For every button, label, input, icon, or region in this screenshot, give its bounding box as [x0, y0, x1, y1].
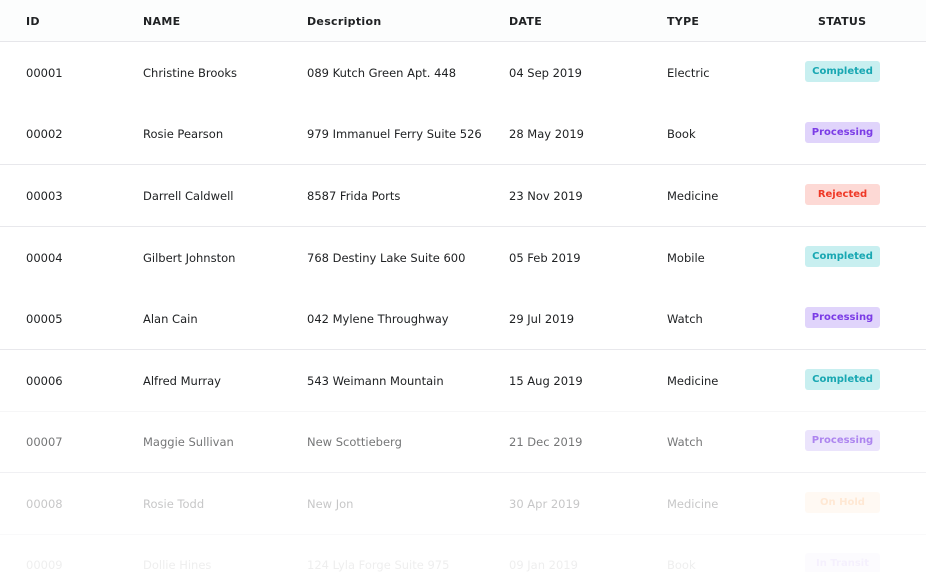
- cell-description: 543 Weimann Mountain: [307, 374, 444, 388]
- cell-type: Electric: [667, 66, 710, 80]
- cell-name: Rosie Pearson: [143, 127, 224, 141]
- table-row[interactable]: [0, 288, 926, 350]
- status-badge[interactable]: Processing: [805, 307, 880, 328]
- header-id[interactable]: ID: [26, 15, 40, 28]
- table-row[interactable]: [0, 227, 926, 289]
- cell-name: Christine Brooks: [143, 66, 238, 80]
- cell-type: Medicine: [667, 497, 719, 511]
- cell-description: 042 Mylene Throughway: [307, 312, 449, 326]
- cell-description: 8587 Frida Ports: [307, 189, 401, 203]
- cell-description: New Jon: [307, 497, 354, 511]
- table-row[interactable]: [0, 165, 926, 227]
- cell-name: Maggie Sullivan: [143, 435, 234, 449]
- cell-id: 00007: [26, 435, 63, 449]
- table-header: [0, 0, 926, 42]
- cell-date: 05 Feb 2019: [509, 251, 581, 265]
- status-badge[interactable]: Processing: [805, 430, 880, 451]
- cell-id: 00002: [26, 127, 63, 141]
- table-row[interactable]: [0, 350, 926, 412]
- table-row[interactable]: [0, 103, 926, 165]
- cell-type: Watch: [667, 312, 703, 326]
- status-badge[interactable]: Completed: [805, 369, 880, 390]
- status-badge[interactable]: Rejected: [805, 184, 880, 205]
- cell-date: 28 May 2019: [509, 127, 584, 141]
- status-badge[interactable]: Completed: [805, 246, 880, 267]
- table-row[interactable]: [0, 411, 926, 473]
- cell-type: Watch: [667, 435, 703, 449]
- status-badge[interactable]: Completed: [805, 61, 880, 82]
- cell-type: Medicine: [667, 374, 719, 388]
- cell-date: 04 Sep 2019: [509, 66, 582, 80]
- cell-id: 00005: [26, 312, 63, 326]
- cell-name: Rosie Todd: [143, 497, 205, 511]
- cell-type: Mobile: [667, 251, 705, 265]
- cell-date: 15 Aug 2019: [509, 374, 583, 388]
- cell-date: 09 Jan 2019: [509, 558, 578, 572]
- cell-type: Book: [667, 558, 696, 572]
- cell-name: Alfred Murray: [143, 374, 221, 388]
- cell-description: 089 Kutch Green Apt. 448: [307, 66, 457, 80]
- cell-type: Medicine: [667, 189, 719, 203]
- table-row[interactable]: [0, 534, 926, 572]
- status-badge[interactable]: In Transit: [805, 553, 880, 572]
- cell-name: Dollie Hines: [143, 558, 212, 572]
- cell-date: 21 Dec 2019: [509, 435, 583, 449]
- header-description[interactable]: Description: [307, 15, 382, 28]
- cell-date: 29 Jul 2019: [509, 312, 575, 326]
- cell-id: 00004: [26, 251, 63, 265]
- header-date[interactable]: DATE: [509, 15, 543, 28]
- cell-date: 30 Apr 2019: [509, 497, 581, 511]
- cell-name: Alan Cain: [143, 312, 198, 326]
- cell-id: 00001: [26, 66, 63, 80]
- header-type[interactable]: TYPE: [667, 15, 700, 28]
- cell-name: Darrell Caldwell: [143, 189, 234, 203]
- cell-description: 768 Destiny Lake Suite 600: [307, 251, 466, 265]
- table-row[interactable]: [0, 473, 926, 535]
- cell-id: 00003: [26, 189, 63, 203]
- status-badge[interactable]: Processing: [805, 122, 880, 143]
- table-row[interactable]: [0, 42, 926, 104]
- cell-name: Gilbert Johnston: [143, 251, 236, 265]
- header-name[interactable]: NAME: [143, 15, 181, 28]
- cell-type: Book: [667, 127, 696, 141]
- header-status[interactable]: STATUS: [818, 15, 867, 28]
- cell-id: 00008: [26, 497, 63, 511]
- cell-description: 979 Immanuel Ferry Suite 526: [307, 127, 482, 141]
- cell-description: 124 Lyla Forge Suite 975: [307, 558, 450, 572]
- cell-id: 00009: [26, 558, 63, 572]
- cell-date: 23 Nov 2019: [509, 189, 583, 203]
- status-badge[interactable]: On Hold: [805, 492, 880, 513]
- cell-description: New Scottieberg: [307, 435, 402, 449]
- cell-id: 00006: [26, 374, 63, 388]
